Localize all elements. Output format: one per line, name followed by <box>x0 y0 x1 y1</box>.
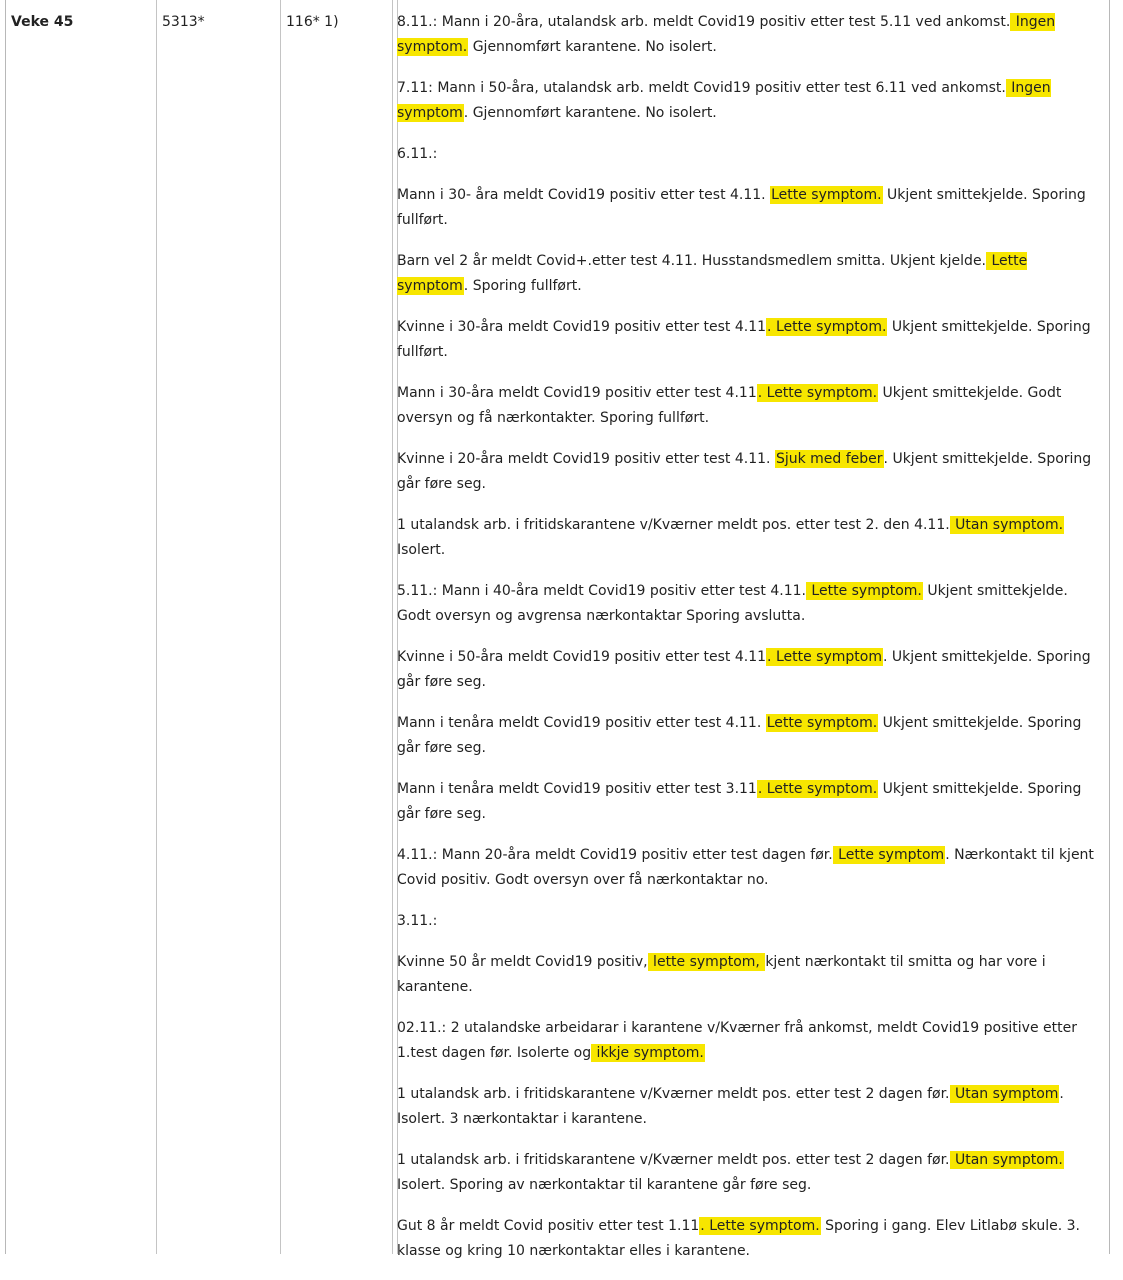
entry-text: 1 utalandsk arb. i fritidskarantene v/Kværner meldt pos. etter test 2. den 4.11. <box>397 517 950 533</box>
entry-text: . Nærkontakt til kjent Covid positiv. Godt oversyn over få nærkontaktar no. <box>397 847 1094 888</box>
count-cell-secondary: 116* 1) <box>286 14 339 30</box>
symptom-highlight: . Lette symptom <box>767 649 882 665</box>
symptom-highlight: Lette symptom <box>833 847 945 863</box>
case-entry <box>397 381 1100 431</box>
entry-text: 6.11.: <box>397 146 438 162</box>
entry-text: Kvinne i 50-åra meldt Covid19 positiv etter test 4.11 <box>397 649 767 665</box>
case-entry <box>397 315 1100 365</box>
symptom-highlight: Lette symptom. <box>766 715 878 731</box>
column-divider <box>156 0 157 1254</box>
case-entry <box>397 950 1100 1000</box>
entry-text: Kvinne i 20-åra meldt Covid19 positiv etter test 4.11. <box>397 451 775 467</box>
entry-text: Mann i tenåra meldt Covid19 positiv etter test 4.11. <box>397 715 766 731</box>
case-entry <box>397 1016 1100 1066</box>
entry-text: Mann i tenåra meldt Covid19 positiv etter test 3.11 <box>397 781 757 797</box>
entry-text: Barn vel 2 år meldt Covid+.etter test 4.11. Husstandsmedlem smitta. Ukjent kjelde. <box>397 253 987 269</box>
column-divider <box>280 0 281 1254</box>
case-entry <box>397 909 1100 934</box>
entry-text: 1 utalandsk arb. i fritidskarantene v/Kværner meldt pos. etter test 2 dagen før. <box>397 1086 950 1102</box>
entry-text: . Ukjent smittekjelde. Sporing går føre seg. <box>397 649 1091 690</box>
case-entry <box>397 711 1100 761</box>
symptom-highlight: . Lette symptom. <box>767 319 887 335</box>
entry-text: 02.11.: 2 utalandske arbeidarar i karantene v/Kværner frå ankomst, meldt Covid19 positive etter 1.test dagen før. Isolerte og <box>397 1020 1077 1061</box>
case-notes <box>397 10 1100 1280</box>
entry-text: Ukjent smittekjelde. Godt oversyn og avgrensa nærkontaktar Sporing avslutta. <box>397 583 1068 624</box>
entry-text: Gjennomført karantene. No isolert. <box>468 39 717 55</box>
entry-text: . Sporing fullført. <box>463 278 582 294</box>
case-entry <box>397 1148 1100 1198</box>
symptom-highlight: . Lette symptom. <box>757 781 878 797</box>
entry-text: Mann i 30- åra meldt Covid19 positiv etter test 4.11. <box>397 187 771 203</box>
case-entry <box>397 249 1100 299</box>
case-entry <box>397 1214 1100 1264</box>
entry-text: kjent nærkontakt til smitta og har vore i karantene. <box>397 954 1046 995</box>
symptom-highlight: Sjuk med feber <box>775 451 883 467</box>
case-entry <box>397 10 1100 60</box>
symptom-highlight: . Lette symptom. <box>757 385 878 401</box>
symptom-highlight: ikkje symptom. <box>592 1045 704 1061</box>
entry-text: 4.11.: Mann 20-åra meldt Covid19 positiv etter test dagen før. <box>397 847 833 863</box>
case-entry <box>397 645 1100 695</box>
column-divider <box>392 0 393 1254</box>
symptom-highlight: Ingen symptom. <box>397 14 1056 55</box>
symptom-highlight: lette symptom, <box>648 954 765 970</box>
entry-text: Isolert. Sporing av nærkontaktar til karantene går føre seg. <box>397 1177 812 1193</box>
symptom-highlight: Utan symptom. <box>950 517 1064 533</box>
case-entry <box>397 1082 1100 1132</box>
symptom-highlight: . Lette symptom. <box>700 1218 820 1234</box>
entry-text: 3.11.: <box>397 913 438 929</box>
symptom-highlight: Lette symptom. <box>806 583 922 599</box>
symptom-highlight: Utan symptom. <box>950 1152 1063 1168</box>
symptom-highlight: Utan symptom <box>950 1086 1059 1102</box>
week-cell: Veke 45 <box>11 14 74 30</box>
entry-text: 7.11: Mann i 50-åra, utalandsk arb. meldt Covid19 positiv etter test 6.11 ved ankomst. <box>397 80 1006 96</box>
case-entry <box>397 777 1100 827</box>
entry-text: Kvinne i 30-åra meldt Covid19 positiv etter test 4.11 <box>397 319 767 335</box>
case-entry <box>397 513 1100 563</box>
entry-text: Ukjent smittekjelde. Sporing går føre seg. <box>397 715 1082 756</box>
symptom-highlight: Lette symptom. <box>771 187 882 203</box>
case-entry <box>397 76 1100 126</box>
entry-text: 1 utalandsk arb. i fritidskarantene v/Kværner meldt pos. etter test 2 dagen før. <box>397 1152 950 1168</box>
entry-text: 5.11.: Mann i 40-åra meldt Covid19 positiv etter test 4.11. <box>397 583 806 599</box>
entry-text: Mann i 30-åra meldt Covid19 positiv etter test 4.11 <box>397 385 757 401</box>
case-entry <box>397 142 1100 167</box>
entry-text: Ukjent smittekjelde. Sporing fullført. <box>397 319 1091 360</box>
symptom-highlight: Lette symptom <box>397 253 1028 294</box>
case-entry <box>397 183 1100 233</box>
case-entry <box>397 579 1100 629</box>
case-entry <box>397 447 1100 497</box>
case-entry <box>397 843 1100 893</box>
entry-text: Ukjent smittekjelde. Sporing går føre seg. <box>397 781 1082 822</box>
entry-text: Sporing i gang. Elev Litlabø skule. 3. klasse og kring 10 nærkontaktar elles i karantene. <box>397 1218 1081 1259</box>
entry-text: Isolert. <box>397 542 446 558</box>
entry-text: . Isolert. 3 nærkontaktar i karantene. <box>397 1086 1064 1127</box>
entry-text: . Gjennomført karantene. No isolert. <box>463 105 717 121</box>
entry-text: Kvinne 50 år meldt Covid19 positiv, <box>397 954 648 970</box>
entry-text: Gut 8 år meldt Covid positiv etter test 1.11 <box>397 1218 700 1234</box>
symptom-highlight: Ingen symptom <box>397 80 1051 121</box>
entry-text: 8.11.: Mann i 20-åra, utalandsk arb. meldt Covid19 positiv etter test 5.11 ved ankomst. <box>397 14 1011 30</box>
entry-text: Ukjent smittekjelde. Godt oversyn og få nærkontakter. Sporing fullført. <box>397 385 1062 426</box>
entry-text: Ukjent smittekjelde. Sporing fullført. <box>397 187 1086 228</box>
entry-text: . Ukjent smittekjelde. Sporing går føre seg. <box>397 451 1092 492</box>
count-cell: 5313* <box>162 14 205 30</box>
